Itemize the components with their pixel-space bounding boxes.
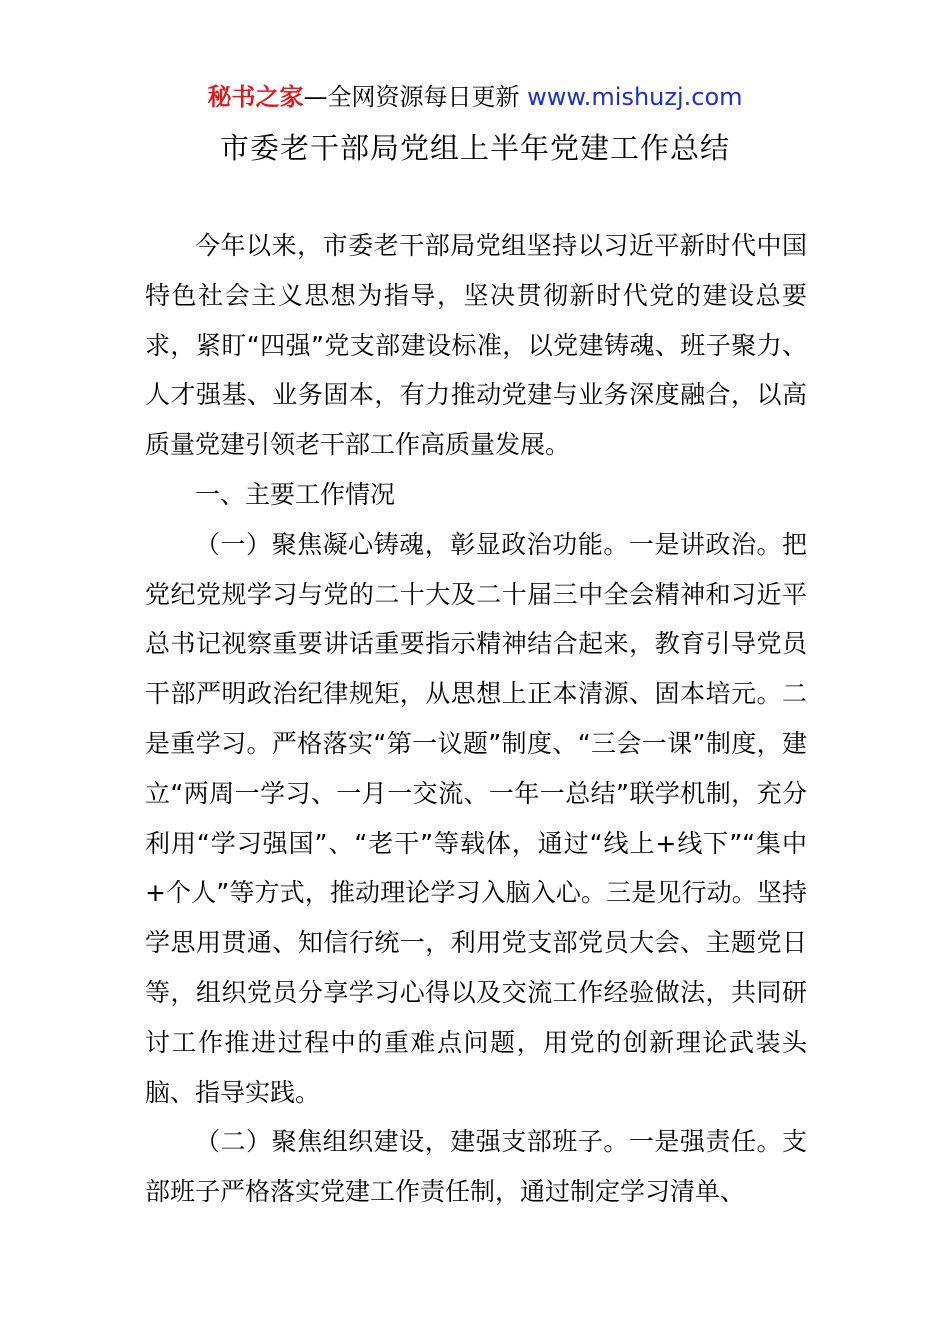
paragraph-intro: 今年以来，市委老干部局党组坚持以习近平新时代中国特色社会主义思想为指导，坚决贯彻新时代党的建设总要求，紧盯“四强”党支部建设标准，以党建铸魂、班子聚力、人才强基、业务固本，有力推动党建与业务深度融合，以高质量党建引领老干部工作高质量发展。 [145, 231, 807, 460]
site-url-link[interactable]: www.mishuzj.com [527, 83, 743, 111]
paragraph-section-2: （二）聚焦组织建设，建强支部班子。一是强责任。支部班子严格落实党建工作责任制，通过制定学习清单、 [145, 1127, 807, 1207]
document-title: 市委老干部局党组上半年党建工作总结 [219, 131, 730, 165]
document-body [145, 221, 807, 1217]
site-header [0, 80, 950, 114]
section-heading: 一、主要工作情况 [195, 479, 396, 509]
brand-name: 秘书之家 [207, 83, 304, 111]
paragraph-section-1: （一）聚焦凝心铸魂，彰显政治功能。一是讲政治。把党纪党规学习与党的二十大及二十届三中全会精神和习近平总书记视察重要讲话重要指示精神结合起来，教育引导党员干部严明政治纪律规矩，从思想上正本清源、固本培元。二是重学习。严格落实“第一议题”制度、“三会一课”制度，建立“两周一学习、一月一交流、一年一总结”联学机制，充分利用“学习强国”、“老干”等载体，通过“线上+线下”“集中+个人”等方式，推动理论学习入脑入心。三是见行动。坚持学思用贯通、知信行统一，利用党支部党员大会、主题党日等，组织党员分享学习心得以及交流工作经验做法，共同研讨工作推进过程中的重难点问题，用党的创新理论武装头脑、指导实践。 [145, 529, 807, 1107]
header-tagline: —全网资源每日更新 [303, 83, 528, 111]
